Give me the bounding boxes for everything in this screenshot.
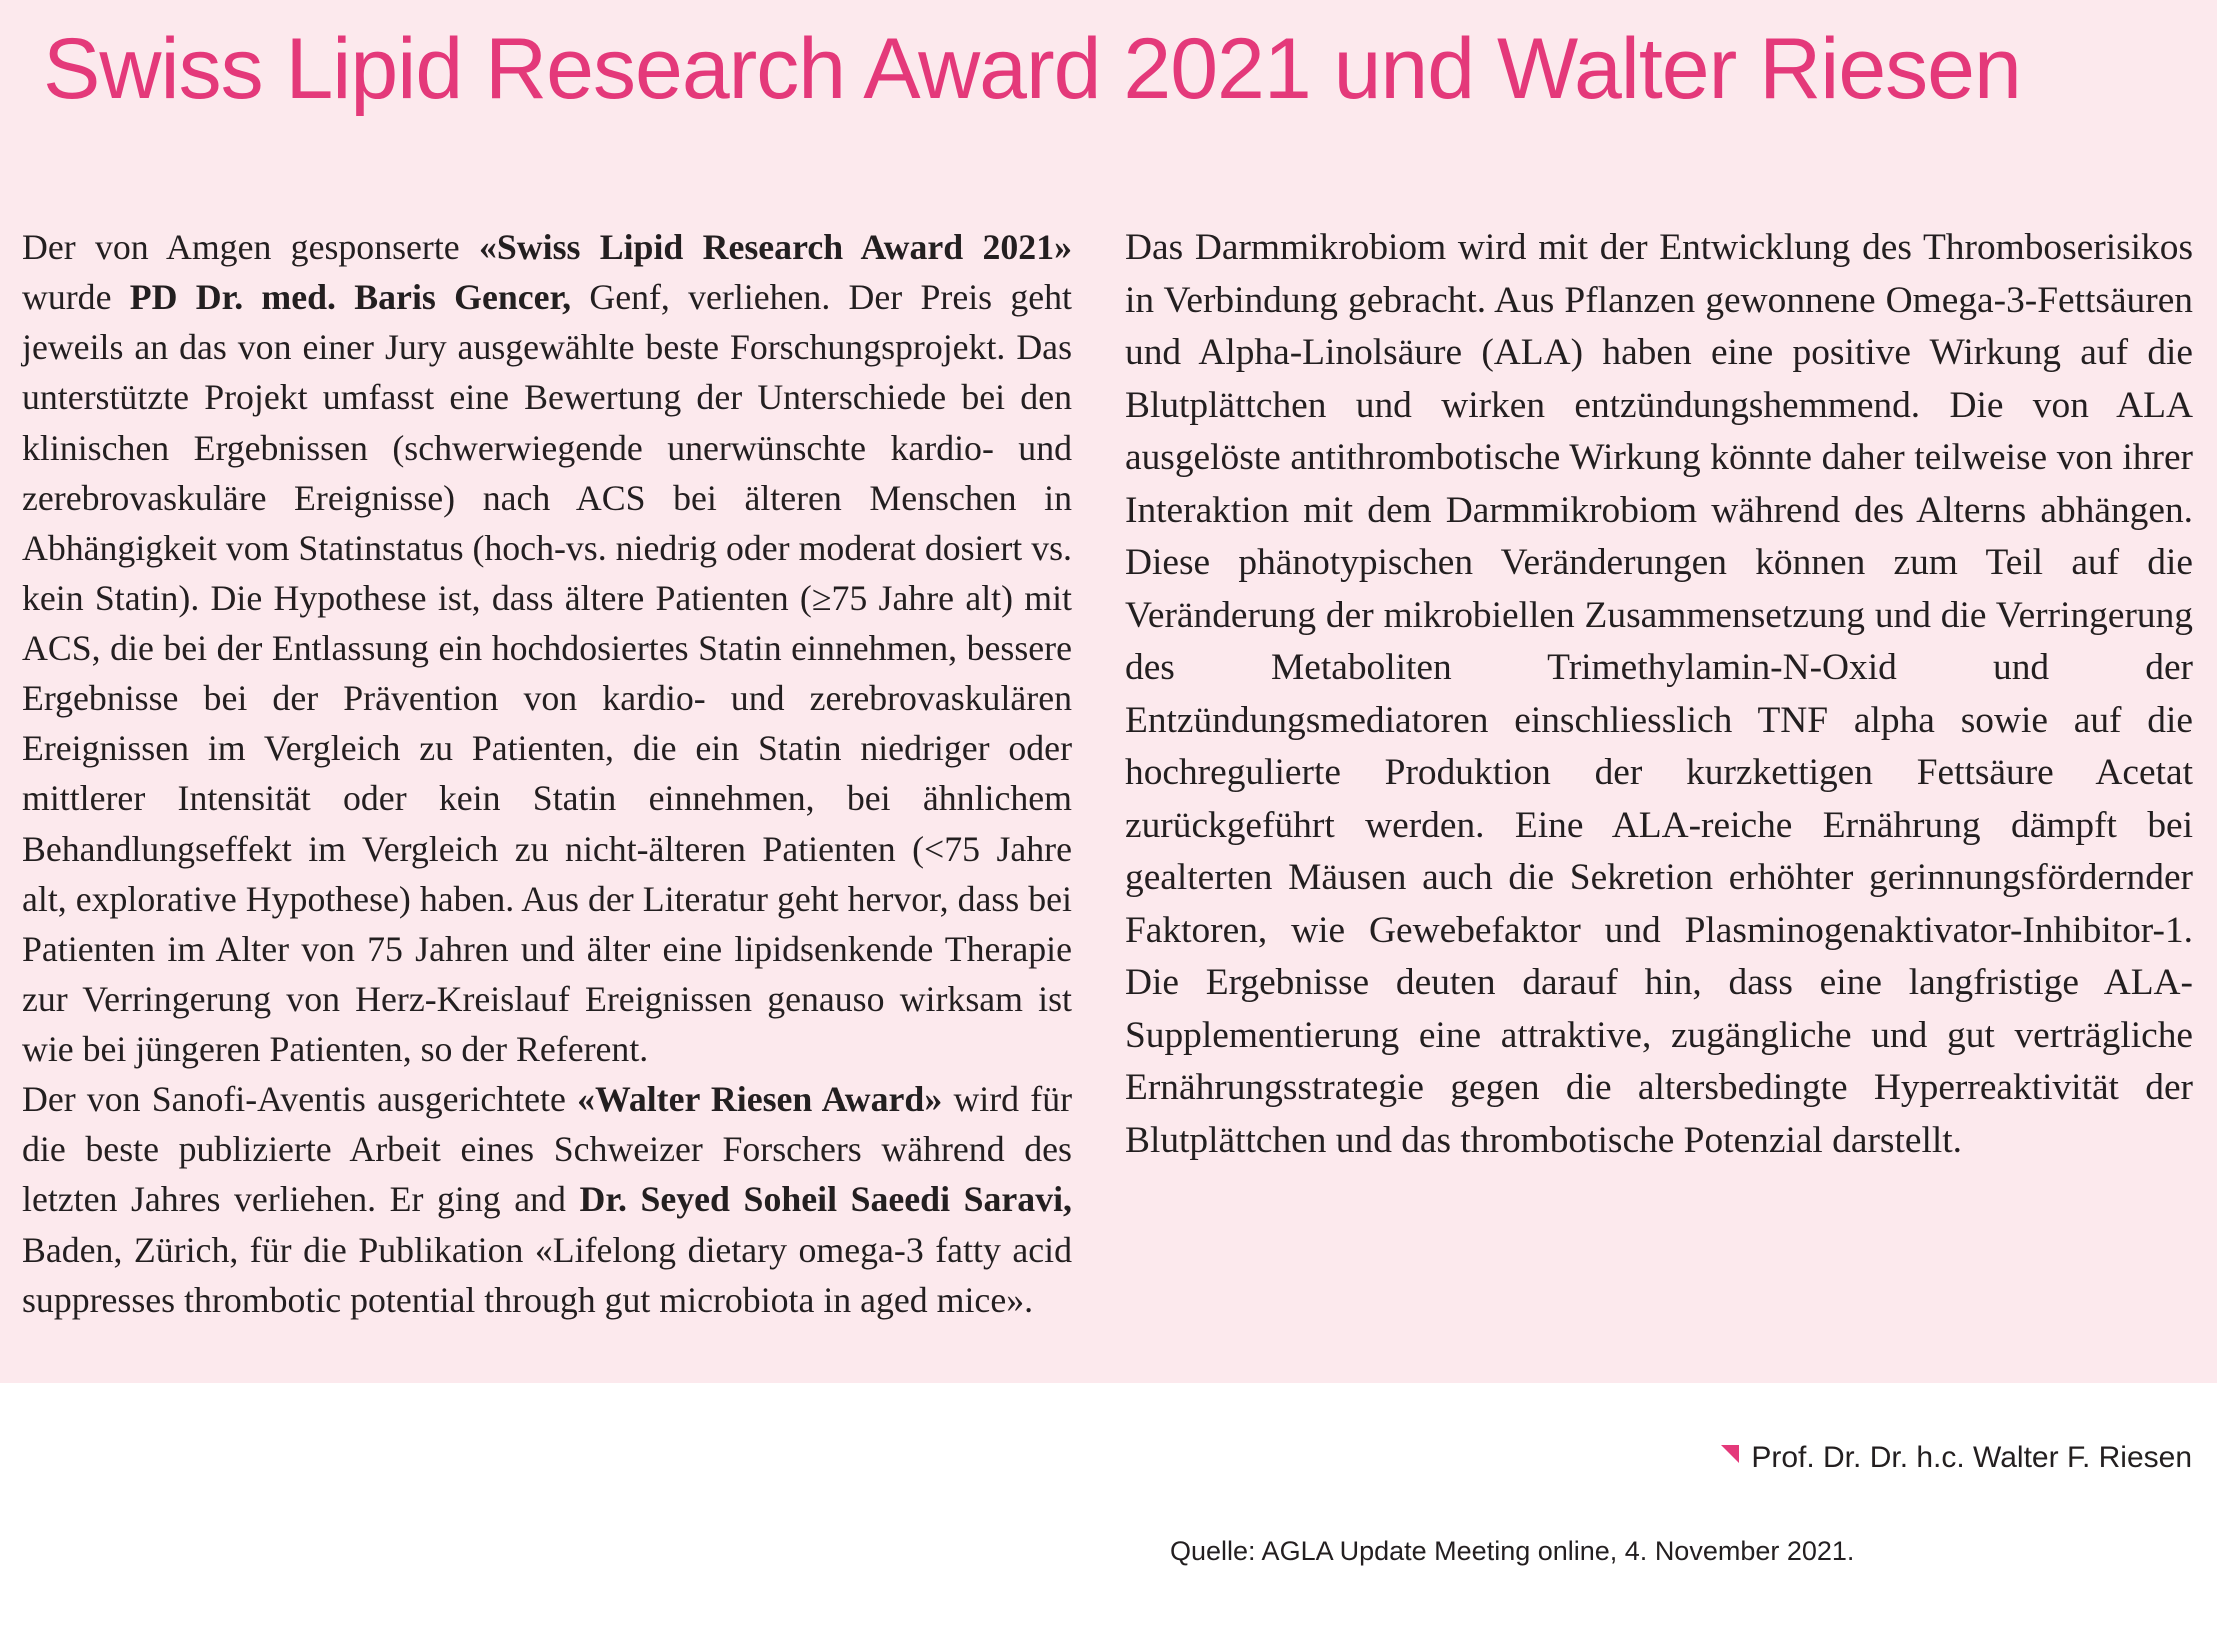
article-title: Swiss Lipid Research Award 2021 und Walter Riesen (43, 21, 2021, 117)
article-column-left (22, 222, 1072, 1325)
paragraph-text: Der von Amgen gesponserte (22, 227, 479, 267)
paragraph-text: Baden, Zürich, für die Publikation «Lifelong dietary omega-3 fatty acid suppresses thrombotic potential through gut microbiota in aged mice». (22, 1229, 1072, 1320)
award-name-swiss-lipid: «Swiss Lipid Research Award 2021» (478, 227, 1072, 267)
paragraph-text: wurde (22, 277, 130, 318)
author-credit (1721, 1441, 2192, 1475)
source-note: Quelle: AGLA Update Meeting online, 4. November 2021. (1170, 1536, 1855, 1566)
winner-name-saeedi-saravi: Dr. Seyed Soheil Saeedi Saravi, (579, 1179, 1072, 1220)
paragraph-swiss-lipid-award (22, 222, 1072, 1074)
paragraph-text: wird für die beste publizierte Arbeit eines Schweizer Forschers während des letzten Jahres verliehen. Er ging and (22, 1079, 1073, 1220)
paragraph-text: Der von Sanofi-Aventis ausgerichtete (22, 1079, 578, 1120)
paragraph-gut-microbiome: Das Darmmikrobiom wird mit der Entwicklung des Thromboserisikos in Verbindung gebracht. Aus Pflanzen gewonnene Omega-3-Fettsäuren und Alpha-Linolsäure (ALA) haben eine positive Wirkung auf die Blutplättchen und wirken entzündungshemmend. Die von ALA ausgelöste antithrombotische Wirkung könnte daher teilweise von ihrer Interaktion mit dem Darmmikrobiom während des Alterns abhängen. Diese phänotypischen Veränderungen können zum Teil auf die Veränderung der mikrobiellen Zusammensetzung und die Verringerung des Metaboliten Trimethylamin-N-Oxid und der Entzündungsmediatoren einschliesslich TNF alpha sowie auf die hochregulierte Produktion der kurzkettigen Fettsäure Acetat zurückgeführt werden. Eine ALA-reiche Ernährung dämpft bei gealterten Mäusen auch die Sekretion erhöhter gerinnungsfördernder Faktoren, wie Gewebefaktor und Plasminogenaktivator-Inhibitor-1. Die Ergebnisse deuten darauf hin, dass eine langfristige ALA-Supplementierung eine attraktive, zugängliche und gut verträgliche Ernährungsstrategie gegen die altersbedingte Hyperreaktivität der Blutplättchen und das thrombotische Potenzial darstellt. (1125, 227, 2193, 1161)
triangle-marker-icon (1721, 1445, 1739, 1463)
winner-name-gencer: PD Dr. med. Baris Gencer, (129, 277, 572, 318)
award-name-walter-riesen: «Walter Riesen Award» (577, 1079, 943, 1120)
author-name: Prof. Dr. Dr. h.c. Walter F. Riesen (1751, 1441, 2192, 1474)
article-column-right (1125, 222, 2193, 1167)
paragraph-walter-riesen-award (22, 1074, 1072, 1325)
paragraph-text: Genf, verliehen. Der Preis geht jeweils an das von einer Jury ausgewählte beste Forschungsprojekt. Das unterstützte Projekt umfasst eine Bewertung der Unterschiede bei den klinischen Ergebnissen (schwerwiegende unerwünschte kardio- und zerebrovaskuläre Ereignisse) nach ACS bei älteren Menschen in Abhängigkeit vom Statinstatus (hoch-vs. niedrig oder moderat dosiert vs. kein Statin). Die Hypothese ist, dass ältere Patienten (≥75 Jahre alt) mit ACS, die bei der Entlassung ein hochdosiertes Statin einnehmen, bessere Ergebnisse bei der Prävention von kardio- und zerebrovaskulären Ereignissen im Vergleich zu Patienten, die ein Statin niedriger oder mittlerer Intensität oder kein Statin einnehmen, bei ähnlichem Behandlungseffekt im Vergleich zu nicht-älteren Patienten (<75 Jahre alt, explorative Hypothese) haben. Aus der Literatur geht hervor, dass bei Patienten im Alter von 75 Jahren und älter eine lipidsenkende Therapie zur Verringerung von Herz-Kreislauf Ereignissen genauso wirksam ist wie bei jüngeren Patienten, so der Referent. (22, 277, 1072, 1069)
